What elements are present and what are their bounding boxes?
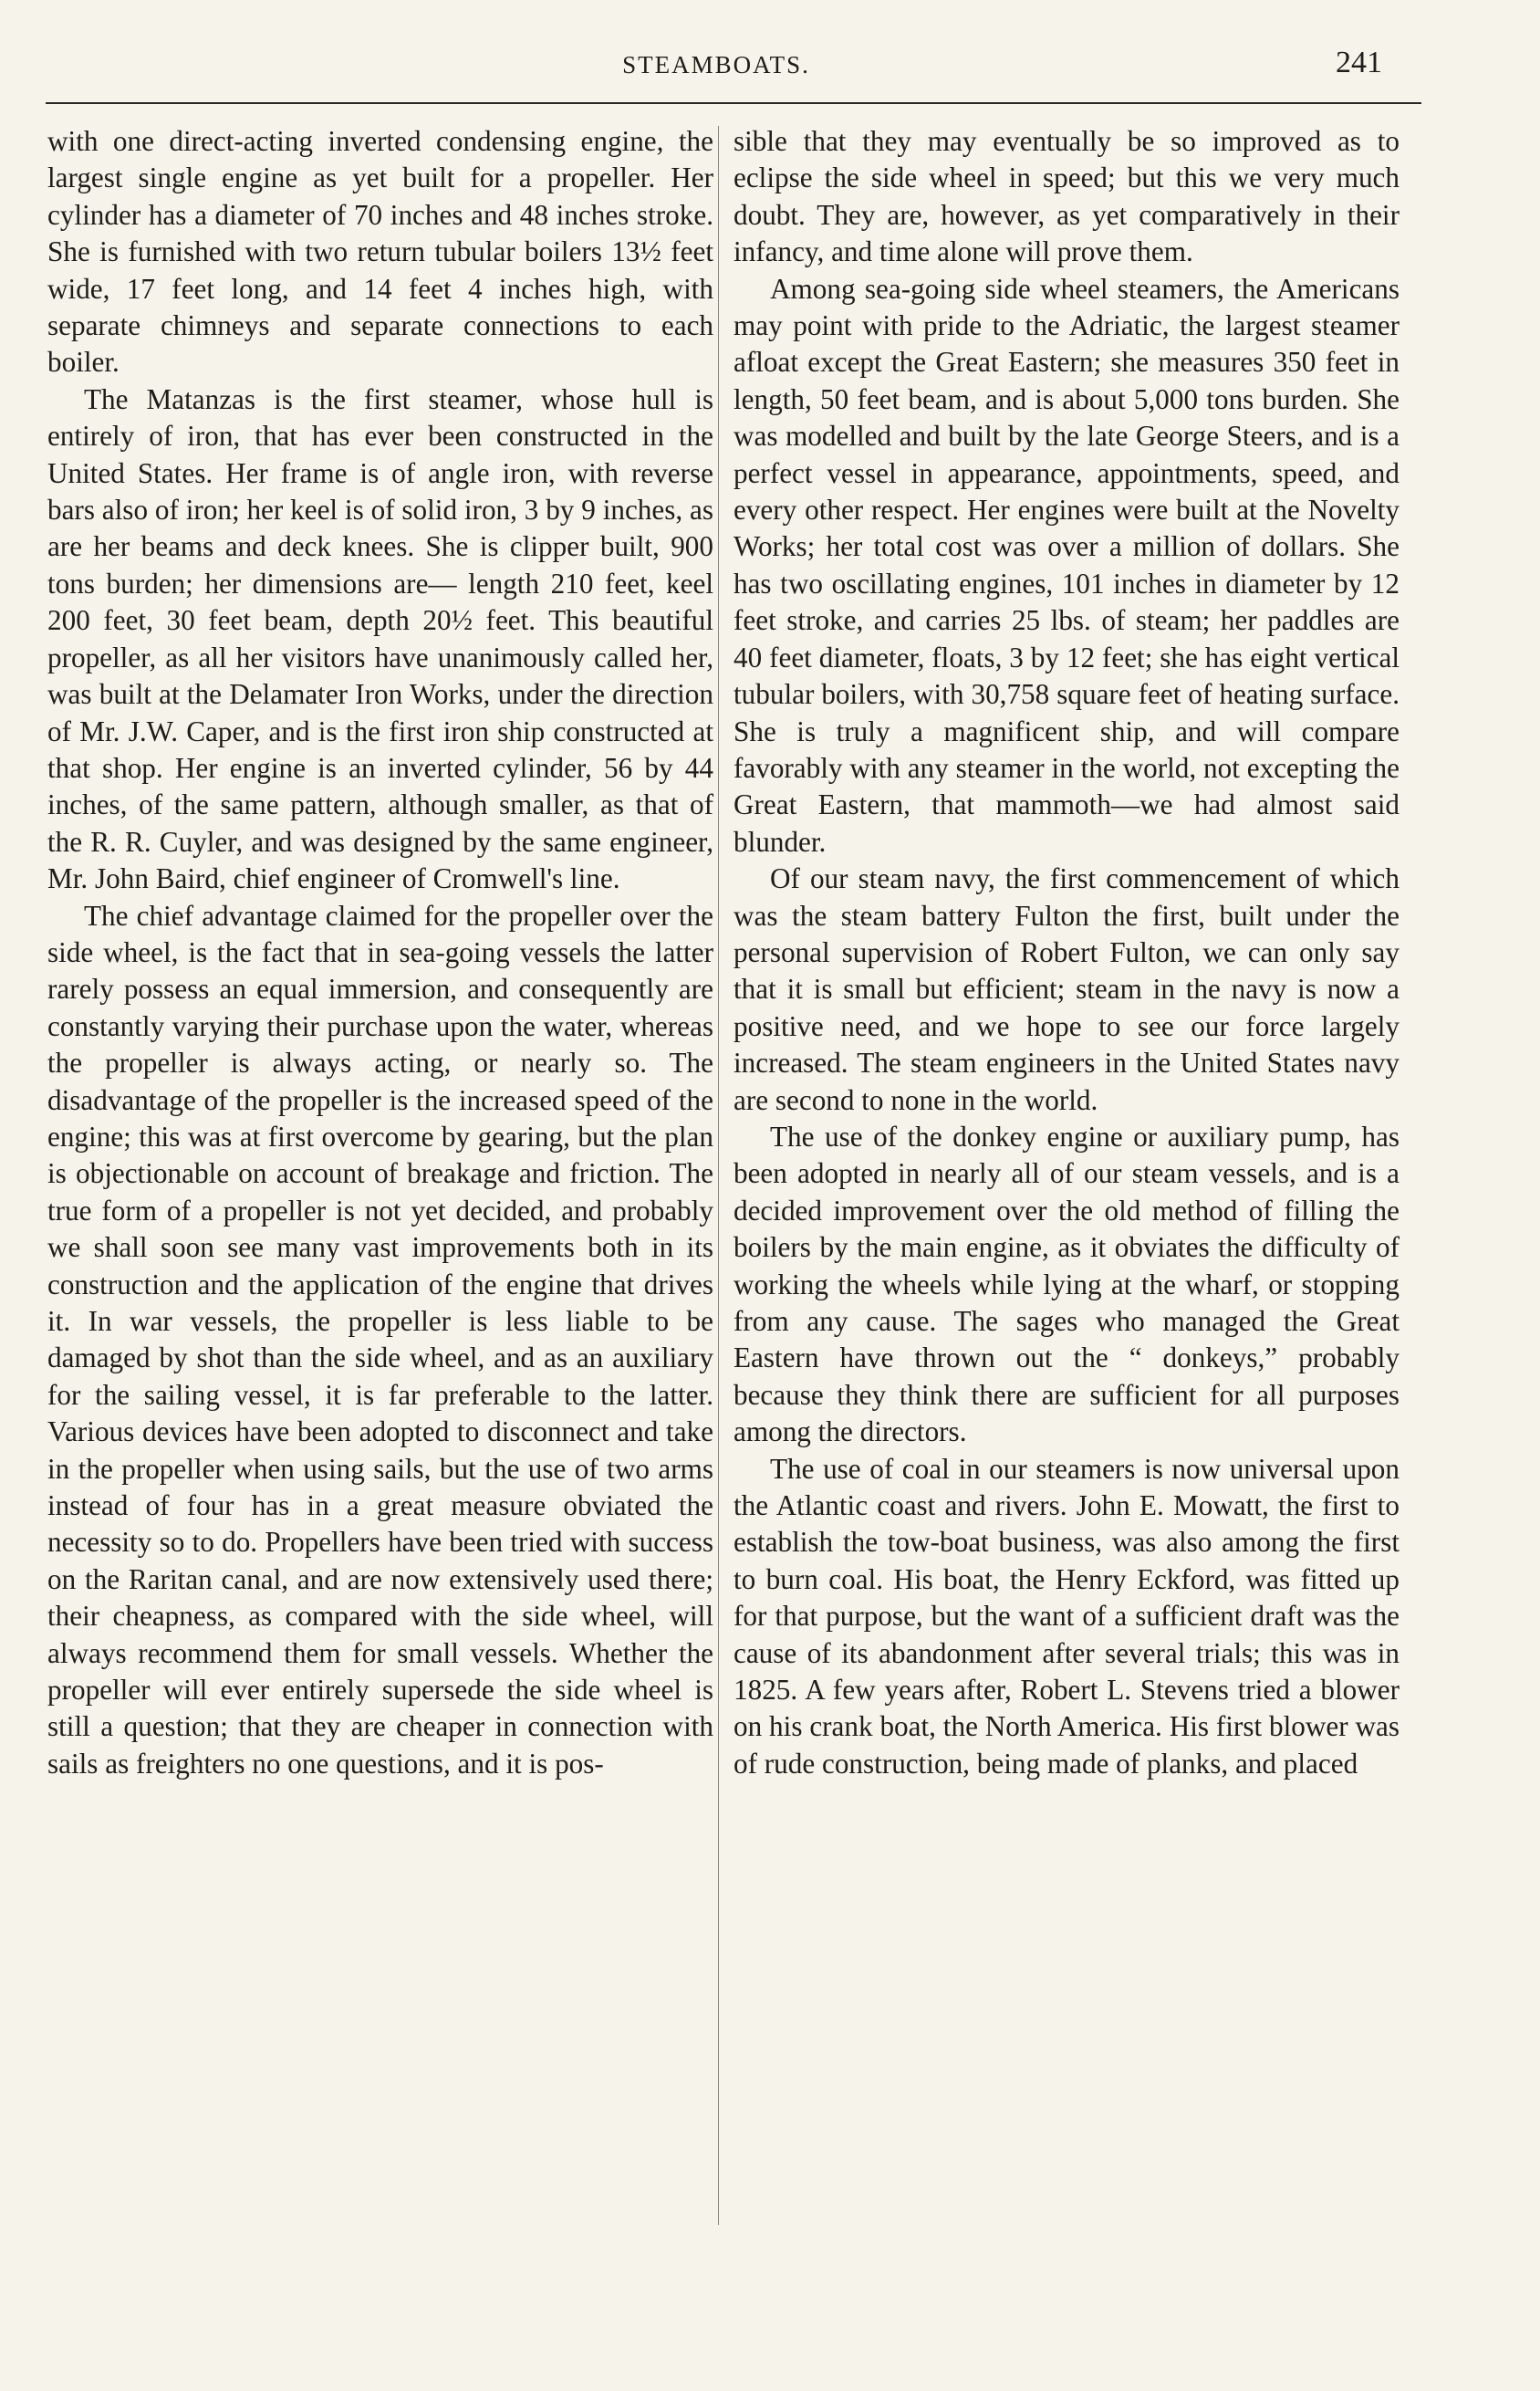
running-title: STEAMBOATS. <box>622 51 810 78</box>
paragraph: with one direct-acting inverted condensing engine, the largest single engine as yet built for a propeller. Her cylinder has a diameter of 70 inches and 48 inches stroke. She is furnished with two return tubular boilers 13½ feet wide, 17 feet long, and 14 feet 4 inches high, with separate chimneys and separate connections to each boiler. <box>47 125 713 379</box>
paragraph: The use of coal in our steamers is now universal upon the Atlantic coast and rivers. John E. Mowatt, the first to establish the tow-boat business, was also among the first to burn coal. His boat, the Henry Eckford, was fitted up for that purpose, but the want of a sufficient draft was the cause of its abandonment after several trials; this was in 1825. A few years after, Robert L. Stevens tried a blower on his crank boat, the North America. His first blower was of rude construction, being made of planks, and placed <box>734 1452 1400 1780</box>
column-divider <box>718 126 719 2225</box>
header-rule <box>46 102 1421 104</box>
left-column <box>47 123 713 1782</box>
right-column <box>734 123 1400 1782</box>
paragraph: sible that they may eventually be so improved as to eclipse the side wheel in speed; but this we very much doubt. They are, however, as yet comparatively in their infancy, and time alone will prove them. <box>734 125 1400 268</box>
paragraph: The chief advantage claimed for the propeller over the side wheel, is the fact that in sea-going vessels the latter rarely possess an equal immersion, and consequently are constantly varying their purchase upon the water, whereas the propeller is always acting, or nearly so. The disadvantage of the propeller is the increased speed of the engine; this was at first overcome by gearing, but the plan is objectionable on account of breakage and friction. The true form of a propeller is not yet decided, and probably we shall soon see many vast improvements both in its construction and the application of the engine that drives it. In war vessels, the propeller is less liable to be damaged by shot than the side wheel, and as an auxiliary for the sailing vessel, it is far preferable to the latter. Various devices have been adopted to disconnect and take in the propeller when using sails, but the use of two arms instead of four has in a great measure obviated the necessity so to do. Propellers have been tried with success on the Raritan canal, and are now extensively used there; their cheapness, as compared with the side wheel, will always recommend them for small vessels. Whether the propeller will ever entirely supersede the side wheel is still a question; that they are cheaper in connection with sails as freighters no one questions, and it is pos- <box>47 899 713 1780</box>
page-header <box>46 46 1387 91</box>
page-number: 241 <box>1336 46 1382 79</box>
paragraph: Of our steam navy, the first commencement of which was the steam battery Fulton the first, built under the personal supervision of Robert Fulton, we can only say that it is small but efficient; steam in the navy is now a positive need, and we hope to see our force largely increased. The steam engineers in the United States navy are second to none in the world. <box>734 862 1400 1116</box>
paragraph: Among sea-going side wheel steamers, the Americans may point with pride to the Adriatic, the largest steamer afloat except the Great Eastern; she measures 350 feet in length, 50 feet beam, and is about 5,000 tons burden. She was modelled and built by the late George Steers, and is a perfect vessel in appearance, appointments, speed, and every other respect. Her engines were built at the Novelty Works; her total cost was over a million of dollars. She has two oscillating engines, 101 inches in diameter by 12 feet stroke, and carries 25 lbs. of steam; her paddles are 40 feet diameter, floats, 3 by 12 feet; she has eight vertical tubular boilers, with 30,758 square feet of heating surface. She is truly a magnificent ship, and will compare favorably with any steamer in the world, not excepting the Great Eastern, that mammoth—we had almost said blunder. <box>734 272 1400 858</box>
paragraph: The Matanzas is the first steamer, whose hull is entirely of iron, that has ever been constructed in the United States. Her frame is of angle iron, with reverse bars also of iron; her keel is of solid iron, 3 by 9 inches, as are her beams and deck knees. She is clipper built, 900 tons burden; her dimensions are— length 210 feet, keel 200 feet, 30 feet beam, depth 20½ feet. This beautiful propeller, as all her visitors have unanimously called her, was built at the Delamater Iron Works, under the direction of Mr. J.W. Caper, and is the first iron ship constructed at that shop. Her engine is an inverted cylinder, 56 by 44 inches, of the same pattern, although smaller, as that of the R. R. Cuyler, and was designed by the same engineer, Mr. John Baird, chief engineer of Cromwell's line. <box>47 382 713 895</box>
paragraph: The use of the donkey engine or auxiliary pump, has been adopted in nearly all of our steam vessels, and is a decided improvement over the old method of filling the boilers by the main engine, as it obviates the difficulty of working the wheels while lying at the wharf, or stopping from any cause. The sages who managed the Great Eastern have thrown out the “ donkeys,” probably because they think there are sufficient for all purposes among the directors. <box>734 1120 1400 1448</box>
